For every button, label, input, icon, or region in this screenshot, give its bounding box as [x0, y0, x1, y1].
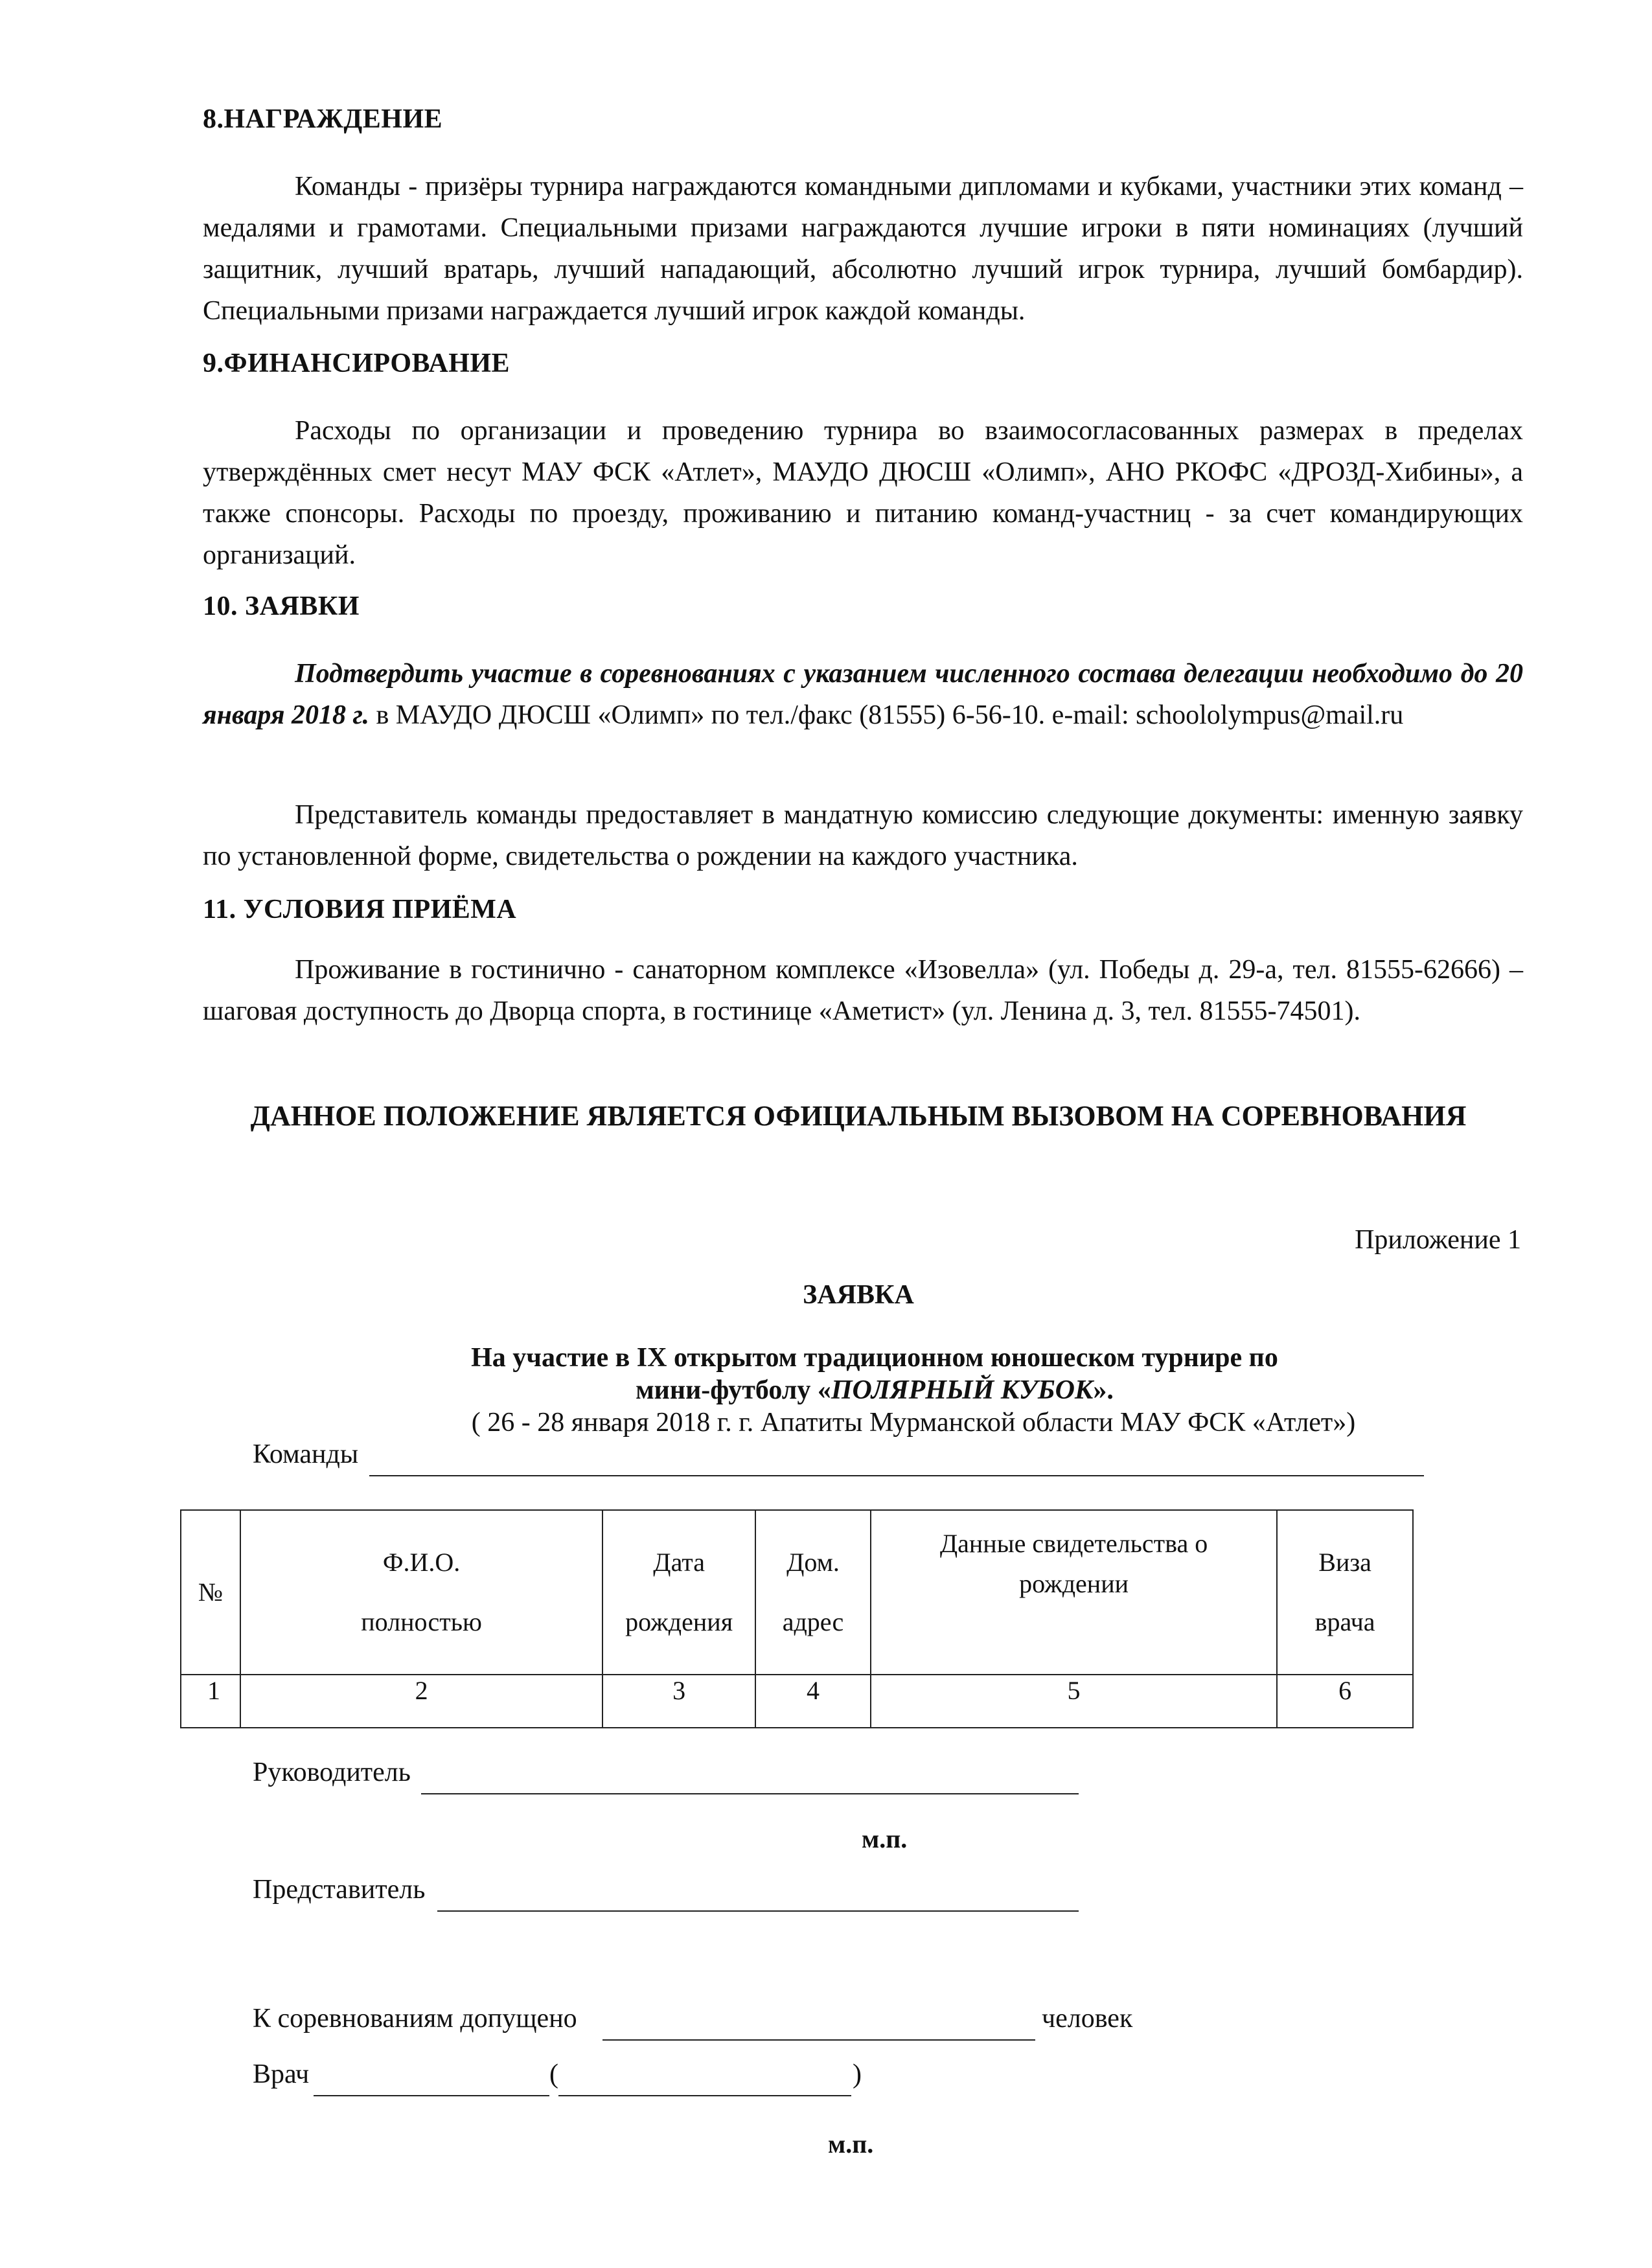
section-10-text-2 [203, 794, 1523, 877]
section-9-body: Расходы по организации и проведению турнира во взаимосогласованных размерах в пределах утверждённых смет несут МАУ ФСК «Атлет», МАУДО ДЮСШ «Олимп», АНО РКОФС «ДРОЗД-Хибины», а также спонсоры. Расходы по проезду, проживанию и питанию команд-участниц - за счет командирующих организаций. [203, 416, 1523, 570]
stamp-mark-1: м.п. [862, 1824, 908, 1853]
header-full-name: Ф.И.О. полностью [240, 1510, 602, 1675]
doctor-label: Врач [253, 2059, 310, 2089]
section-9-text [203, 410, 1523, 576]
section-11-text [203, 949, 1523, 1032]
leader-field[interactable] [421, 1759, 1079, 1794]
representative-field[interactable] [437, 1877, 1079, 1912]
tournament-name: ПОЛЯРНЫЙ КУБОК [831, 1375, 1094, 1405]
section-11-title: 11. УСЛОВИЯ ПРИЁМА [203, 895, 517, 924]
application-subtitle-line1: На участие в IX открытом традиционном юношеском турнире по [471, 1343, 1278, 1373]
application-title: ЗАЯВКА [803, 1280, 914, 1310]
section-10-body-2: Представитель команды предоставляет в мандатную комиссию следующие документы: именную заявку по установленной форме, свидетельства о рождении на каждого участника. [203, 800, 1523, 871]
application-subtitle-line2 [389, 1375, 1360, 1406]
header-doctor-visa: Виза врача [1277, 1510, 1413, 1675]
doctor-name-field[interactable] [558, 2061, 851, 2096]
roster-table [180, 1509, 1414, 1728]
admitted-count-field[interactable] [602, 2006, 1035, 2041]
leader-label: Руководитель [253, 1758, 411, 1787]
section-10-emphasis: Подтвердить участие в соревнованиях с указанием численного состава делегации необходимо до 20 января 2018 г. [203, 659, 1523, 730]
stamp-mark-2: м.п. [828, 2129, 874, 2159]
header-number: № [181, 1510, 240, 1675]
doctor-paren-close: ) [853, 2059, 862, 2089]
section-10-text [203, 653, 1523, 736]
doctor-paren-open: ( [549, 2059, 558, 2089]
team-label: Команды [253, 1439, 359, 1469]
admitted-suffix: человек [1042, 2004, 1133, 2033]
doctor-signature-field[interactable] [314, 2061, 549, 2096]
representative-label: Представитель [253, 1875, 426, 1905]
section-10-contacts: в МАУДО ДЮСШ «Олимп» по тел./факс (81555) 6-56-10. e-mail: schoololympus@mail.ru [369, 700, 1404, 730]
section-10-title: 10. ЗАЯВКИ [203, 591, 360, 621]
table-header-row [181, 1510, 1413, 1675]
col-number-5: 5 [871, 1675, 1277, 1728]
col-number-2: 2 [240, 1675, 602, 1728]
header-home-address: Дом. адрес [755, 1510, 871, 1675]
header-birth-certificate: Данные свидетельства о рождении [871, 1510, 1277, 1675]
header-birth-date: Дата рождения [602, 1510, 755, 1675]
col-number-3: 3 [602, 1675, 755, 1728]
subtitle-suffix: ». [1093, 1375, 1114, 1405]
section-8-title: 8.НАГРАЖДЕНИЕ [203, 104, 443, 134]
table-row [181, 1675, 1413, 1728]
col-number-1: 1 [181, 1675, 240, 1728]
section-9-title: 9.ФИНАНСИРОВАНИЕ [203, 349, 511, 378]
section-8-body: Команды - призёры турнира награждаются командными дипломами и кубками, участники этих команд – медалями и грамотами. Специальными призами награждаются лучшие игроки в пяти номинациях (лучший защитник, лучший вратарь, лучший нападающий, абсолютно лучший игрок турнира, лучший бомбардир). Специальными призами награждается лучший игрок каждой команды. [203, 172, 1523, 326]
col-number-4: 4 [755, 1675, 871, 1728]
official-call-heading: ДАННОЕ ПОЛОЖЕНИЕ ЯВЛЯЕТСЯ ОФИЦИАЛЬНЫМ ВЫЗОВОМ НА СОРЕВНОВАНИЯ [250, 1100, 1467, 1132]
col-number-6: 6 [1277, 1675, 1413, 1728]
application-dates-line: ( 26 - 28 января 2018 г. г. Апатиты Мурманской области МАУ ФСК «Атлет») [471, 1408, 1356, 1438]
team-field[interactable] [369, 1441, 1424, 1476]
section-11-body: Проживание в гостинично - санаторном комплексе «Изовелла» (ул. Победы д. 29-а, тел. 81555-62666) –шаговая доступность до Дворца спорта, в гостинице «Аметист» (ул. Ленина д. 3, тел. 81555-74501). [203, 955, 1523, 1026]
admitted-label: К соревнованиям допущено [253, 2004, 577, 2033]
appendix-label: Приложение 1 [1355, 1225, 1521, 1255]
subtitle-prefix: мини-футболу « [636, 1375, 831, 1405]
section-8-text [203, 166, 1523, 332]
